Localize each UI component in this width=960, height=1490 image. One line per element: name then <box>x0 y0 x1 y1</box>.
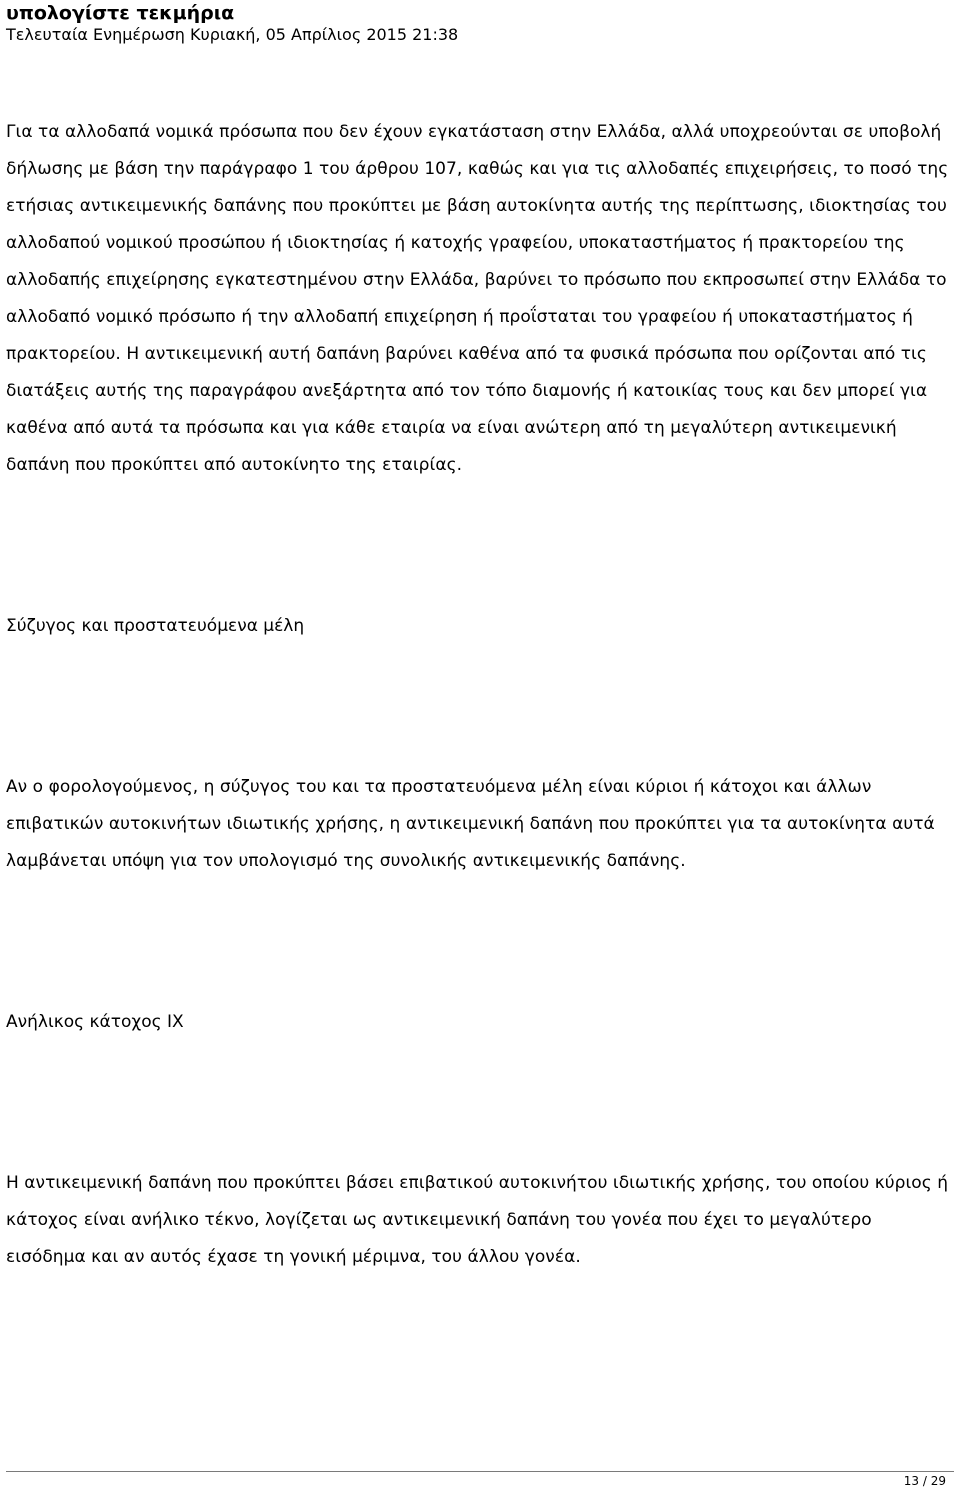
document-header <box>6 2 956 46</box>
site-title: υπολογίστε τεκμήρια <box>6 2 235 24</box>
paragraph-foreign-entities: Για τα αλλοδαπά νομικά πρόσωπα που δεν έχουν εγκατάσταση στην Ελλάδα, αλλά υποχρεούνται σε υποβολή δήλωσης με βάση την παράγραφο 1 του άρθρου 107, καθώς και για τις αλλοδαπές επιχειρήσεις, το ποσό της ετήσιας αντικειμενικής δαπάνης που προκύπτει με βάση αυτοκίνητα αυτής της περίπτωσης, ιδιοκτησίας του αλλοδαπού νομικού προσώπου ή ιδιοκτησίας ή κατοχής γραφείου, υποκαταστήματος ή πρακτορείου της αλλοδαπής επιχείρησης εγκατεστημένου στην Ελλάδα, βαρύνει το πρόσωπο που εκπροσωπεί στην Ελλάδα το αλλοδαπό νομικό πρόσωπο ή την αλλοδαπή επιχείρηση ή προΐσταται του γραφείου ή υποκαταστήματος ή πρακτορείου. Η αντικειμενική αυτή δαπάνη βαρύνει καθένα από τα φυσικά πρόσωπα που ορίζονται από τις διατάξεις αυτής της παραγράφου ανεξάρτητα από τον τόπο διαμονής ή κατοικίας τους και δεν μπορεί για καθένα από αυτά τα πρόσωπα και για κάθε εταιρία να είναι ανώτερη από τη μεγαλύτερη αντικειμενική δαπάνη που προκύπτει από αυτοκίνητο της εταιρίας. <box>6 122 949 475</box>
footer-divider <box>6 1471 954 1472</box>
paragraph-spouse-dependents: Αν ο φορολογούμενος, η σύζυγος του και τα προστατευόμενα μέλη είναι κύριοι ή κάτοχοι και άλλων επιβατικών αυτοκινήτων ιδιωτικής χρήσης, η αντικειμενική δαπάνη που προκύπτει για τα αυτοκίνητα αυτά λαμβάνεται υπόψη για τον υπολογισμό της συνολικής αντικειμενικής δαπάνης. <box>6 777 935 871</box>
article-body <box>6 114 954 1276</box>
page-number: 13 / 29 <box>903 1474 946 1488</box>
spacer <box>6 1041 954 1165</box>
section-heading-spouse: Σύζυγος και προστατευόμενα μέλη <box>6 616 305 636</box>
section-heading-minor-owner: Ανήλικος κάτοχος ΙΧ <box>6 1012 184 1032</box>
spacer <box>6 645 954 769</box>
spacer <box>6 880 954 1004</box>
paragraph-minor-owner: Η αντικειμενική δαπάνη που προκύπτει βάσει επιβατικού αυτοκινήτου ιδιωτικής χρήσης, του οποίου κύριος ή κάτοχος είναι ανήλικο τέκνο, λογίζεται ως αντικειμενική δαπάνη του γονέα που έχει το μεγαλύτερο εισόδημα και αν αυτός έχασε τη γονική μέριμνα, του άλλου γονέα. <box>6 1173 949 1267</box>
spacer <box>6 484 954 608</box>
last-updated-line: Τελευταία Ενημέρωση Κυριακή, 05 Απρίλιος 2015 21:38 <box>6 25 459 44</box>
